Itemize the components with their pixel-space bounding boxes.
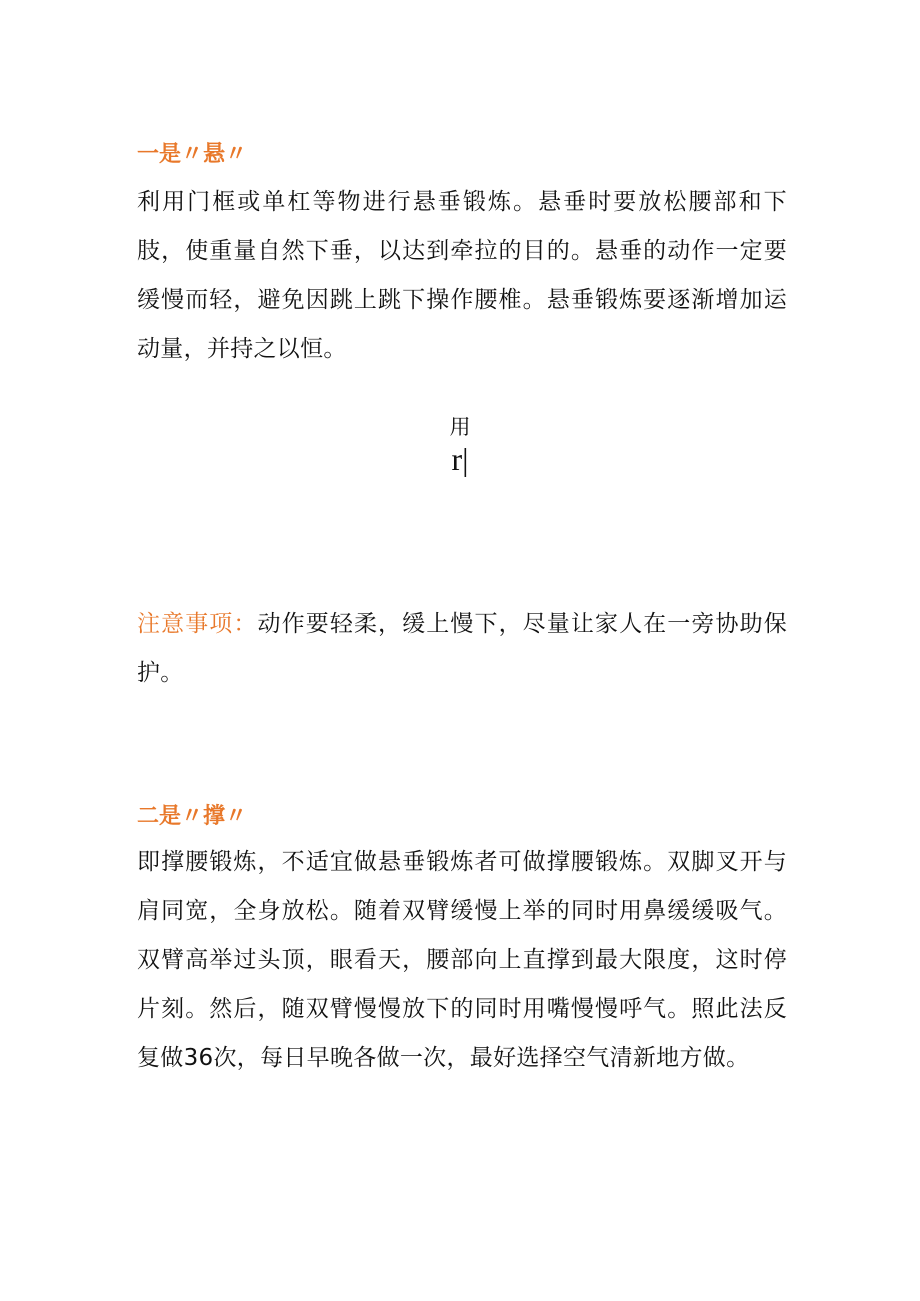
- figure-glyph: [420, 412, 500, 476]
- figure-glyph-bottom: r|: [451, 441, 469, 477]
- section-1-heading: 一是〃悬〃: [137, 142, 248, 167]
- section-1-body: 利用门框或单杠等物进行悬垂锻炼。悬垂时要放松腰部和下肢，使重量自然下垂，以达到牵拉的目的。悬垂的动作一定要缓慢而轻，避免因跳上跳下操作腰椎。悬垂锻炼要逐渐增加运动量，并持之以恒。: [137, 189, 787, 362]
- precautions-paragraph: [137, 600, 787, 698]
- precautions-label: 注意事项：: [137, 611, 258, 637]
- section-2-body: 即撑腰锻炼，不适宜做悬垂锻炼者可做撑腰锻炼。双脚叉开与肩同宽，全身放松。随着双臂缓慢上举的同时用鼻缓缓吸气。双臂高举过头顶，眼看天，腰部向上直撑到最大限度，这时停片刻。然后，随双臂慢慢放下的同时用嘴慢慢呼气。照此法反复做36次，每日早晚各做一次，最好选择空气清新地方做。: [137, 849, 787, 1071]
- section-2-heading: 二是〃撑〃: [137, 804, 248, 829]
- figure-glyph-top: 用: [449, 415, 471, 439]
- precautions-text: 动作要轻柔，缓上慢下，尽量让家人在一旁协助保护。: [137, 611, 788, 686]
